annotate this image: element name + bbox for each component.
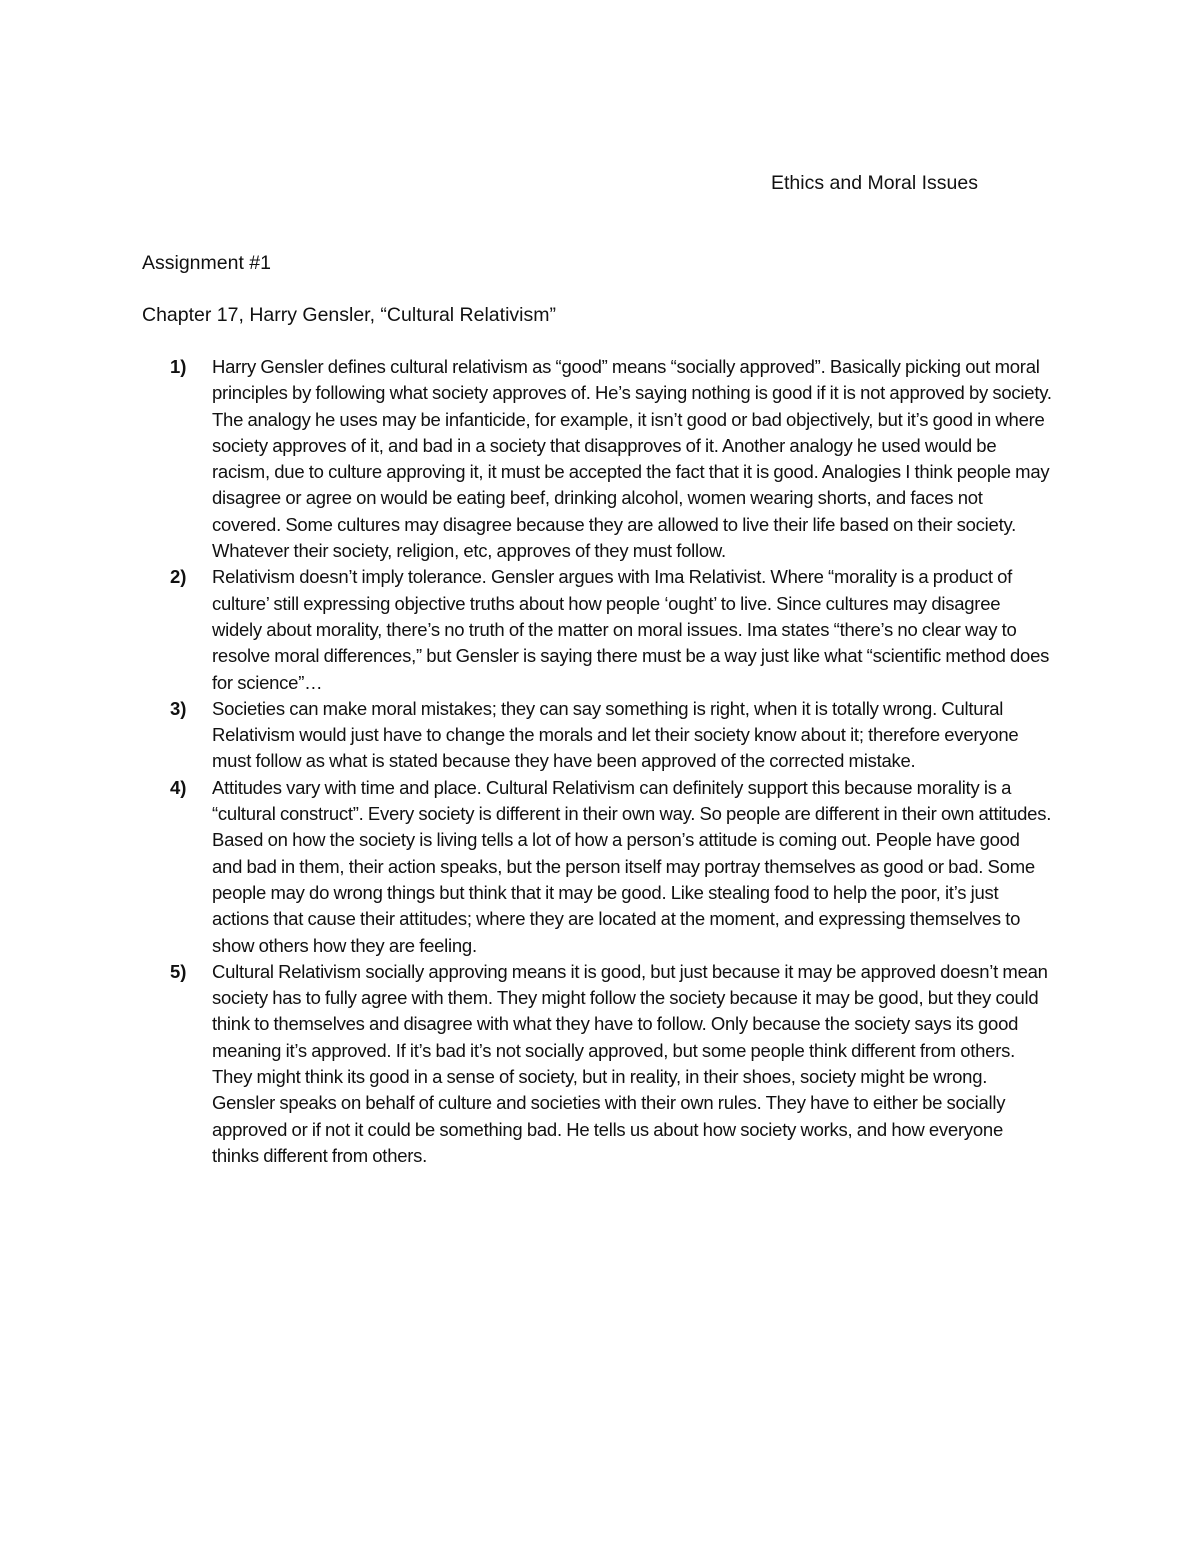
answer-text: Harry Gensler defines cultural relativism as “good” means “socially approved”. Basically picking out moral principles by following what society approves of. He’s saying nothing is good if it is not approved by society. The analogy he uses may be infanticide, for example, it isn’t good or bad objectively, but it’s good in where society approves of it, and bad in a society that disapproves of it. Another analogy he used would be racism, due to culture approving it, it must be accepted the fact that it is good. Analogies I think people may disagree or agree on would be eating beef, drinking alcohol, women wearing shorts, and faces not covered. Some cultures may disagree because they are allowed to live their life based on their society. Whatever their society, religion, etc, approves of they must follow. <box>212 356 1052 562</box>
answer-number: 4) <box>170 776 187 798</box>
answer-text: Cultural Relativism socially approving means it is good, but just because it may be approved doesn’t mean society has to fully agree with them. They might follow the society because it may be good, but they could think to themselves and disagree with what they have to follow. Only because the society says its good meaning it’s approved. If it’s bad it’s not socially approved, but some people think different from others. They might think its good in a sense of society, but in reality, in their shoes, society might be wrong. Gensler speaks on behalf of culture and societies with their own rules. They have to either be socially approved or if not it could be something bad. He tells us about how society works, and how everyone thinks different from others. <box>212 960 1048 1166</box>
answer-list <box>142 354 1054 1169</box>
answer-number: 3) <box>170 697 187 719</box>
answer-text: Attitudes vary with time and place. Cultural Relativism can definitely support this because morality is a “cultural construct”. Every society is different in their own way. So people are different in their own attitudes. Based on how the society is living tells a lot of how a person’s attitude is coming out. People have good and bad in them, their action speaks, but the person itself may portray themselves as good or bad. Some people may do wrong things but think that it may be good. Like stealing food to help the poor, it’s just actions that cause their attitudes; where they are located at the moment, and expressing themselves to show others how they are feeling. <box>212 776 1052 956</box>
answer-number: 2) <box>170 566 187 588</box>
answer-number: 5) <box>170 960 187 982</box>
answer-item <box>142 564 1054 695</box>
answer-text: Relativism doesn’t imply tolerance. Gensler argues with Ima Relativist. Where “morality is a product of culture’ still expressing objective truths about how people ‘ought’ to live. Since cultures may disagree widely about morality, there’s no truth of the matter on moral issues. Ima states “there’s no clear way to resolve moral differences,” but Gensler is saying there must be a way just like what “scientific method does for science”… <box>212 566 1050 693</box>
answer-item <box>142 354 1054 564</box>
chapter-heading: Chapter 17, Harry Gensler, “Cultural Relativism” <box>142 304 556 326</box>
assignment-heading: Assignment #1 <box>142 252 271 274</box>
answer-number: 1) <box>170 356 187 377</box>
answer-item <box>142 959 1054 1169</box>
course-title: Ethics and Moral Issues <box>770 172 978 194</box>
answer-item <box>142 696 1054 775</box>
answer-text: Societies can make moral mistakes; they can say something is right, when it is totally wrong. Cultural Relativism would just have to change the morals and let their society know about it; therefore everyone must follow as what is stated because they have been approved of the corrected mistake. <box>212 697 1019 772</box>
answer-item <box>142 775 1054 959</box>
